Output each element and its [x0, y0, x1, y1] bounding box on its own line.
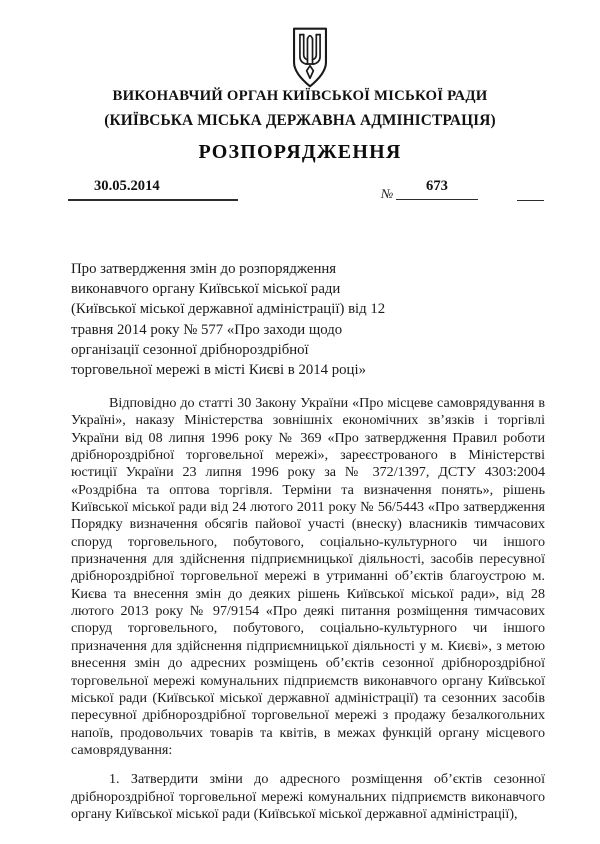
document-type-title: РОЗПОРЯДЖЕННЯ — [198, 141, 402, 163]
document-subject: Про затвердження змін до розпорядження виконавчого органу Київської міської ради (Київської міської державної адміністрації) від 12 травня 2014 року № 577 «Про заходи щодо організації сезонної дрібнороздрібної торговельної мережі в місті Києві в 2014 році» — [71, 261, 386, 379]
document-number-label: № — [381, 186, 394, 201]
org-name-line2: (КИЇВСЬКА МІСЬКА ДЕРЖАВНА АДМІНІСТРАЦІЯ) — [104, 112, 496, 129]
document-number: 673 — [396, 178, 478, 200]
ukraine-trident-emblem-icon — [289, 27, 331, 88]
document-date: 30.05.2014 — [68, 178, 238, 201]
document-body — [71, 395, 545, 823]
number-line-dash — [517, 200, 544, 201]
body-paragraph-item-1: 1. Затвердити зміни до адресного розміщення об’єктів сезонної дрібнороздрібної торговельної мережі комунальних підприємств виконавчого органу Київської міської ради (Київської міської державної адміністрації), — [71, 771, 545, 822]
org-name-line1: ВИКОНАВЧИЙ ОРГАН КИЇВСЬКОЇ МІСЬКОЇ РАДИ — [112, 88, 488, 104]
body-paragraph-preamble: Відповідно до статті 30 Закону України «Про місцеве самоврядування в Україні», наказу Міністерства зовнішніх економічних зв’язків і торгівлі України від 08 липня 1996 року № 369 «Про затвердження Правил роботи дрібнороздрібної торговельної мережі», зареєстрованого в Міністерстві юстиції України 23 липня 1996 року за № 372/1397, ДСТУ 4303:2004 «Роздрібна та оптова торгівля. Терміни та визначення понять», рішень Київської міської ради від 24 лютого 2011 року № 56/5443 «Про затвердження Порядку визначення обсягів пайової участі (внеску) власників тимчасових споруд торговельного, побутового, соціально-культурного чи іншого призначення для здійснення підприємницької діяльності, засобів пересувної дрібнороздрібної торговельної мережі в утриманні об’єктів благоустрою м. Києва та внесення змін до деяких рішень Київської міської ради», від 28 лютого 2013 року № 97/9154 «Про деякі питання розміщення тимчасових споруд торговельного, побутового, соціально-культурного чи іншого призначення для здійснення підприємницької діяльності у м. Києві», з метою внесення змін до адресних розміщень об’єктів сезонної дрібнороздрібної торговельної мережі комунальних підприємств виконавчого органу Київської міської ради (Київської міської державної адміністрації) та сезонних засобів пересувної дрібнороздрібної торговельної мережі з продажу безалкогольних напоїв, продовольчих товарів та квітів, в межах функцій органу місцевого самоврядування: — [71, 395, 545, 758]
